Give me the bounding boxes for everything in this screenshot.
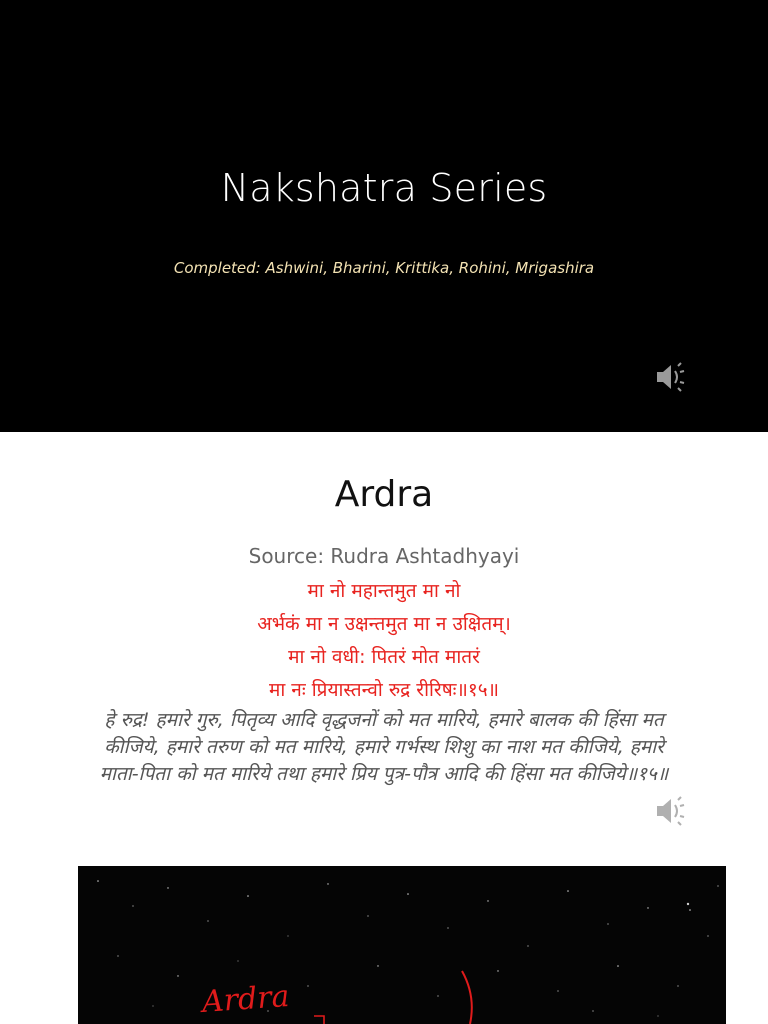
slide-title: Ardra [334, 474, 434, 515]
verse-line: मा नो महान्तमुत मा नो [307, 580, 461, 602]
handwritten-label: Ardra [200, 978, 291, 1021]
slide-nakshatra-series [0, 0, 768, 432]
speaker-icon[interactable] [654, 360, 688, 394]
slide-subtitle: Completed: Ashwini, Bharini, Krittika, Rohini, Mrigashira [173, 259, 595, 277]
verse-line: मा नो वधी: पितरं मोत मातरं [288, 646, 480, 668]
source-line: Source: Rudra Ashtadhyayi [248, 544, 520, 568]
star-field [78, 866, 726, 1024]
slide-ardra [0, 432, 768, 1024]
verse-line: अर्भकं मा न उक्षन्तमुत मा न उक्षितम्। [257, 613, 511, 635]
hindi-translation: हे रुद्र! हमारे गुरु, पितृव्य आदि वृद्धजनों को मत मारिये, हमारे बालक की हिंसा मत कीजिये, हमारे तरुण को मत मारिये, हमारे गर्भस्थ शिशु का नाश मत कीजिये, हमारे माता-पिता को मत मारिये तथा हमारे प्रिय पुत्र-पौत्र आदि की हिंसा मत कीजिये॥१५॥ [99, 709, 669, 785]
speaker-icon[interactable] [654, 794, 688, 828]
slide-title: Nakshatra Series [220, 166, 548, 210]
verse-line: मा नः प्रियास्तन्वो रुद्र रीरिषः॥१५॥ [268, 679, 500, 701]
star-chart-image [78, 866, 726, 1024]
